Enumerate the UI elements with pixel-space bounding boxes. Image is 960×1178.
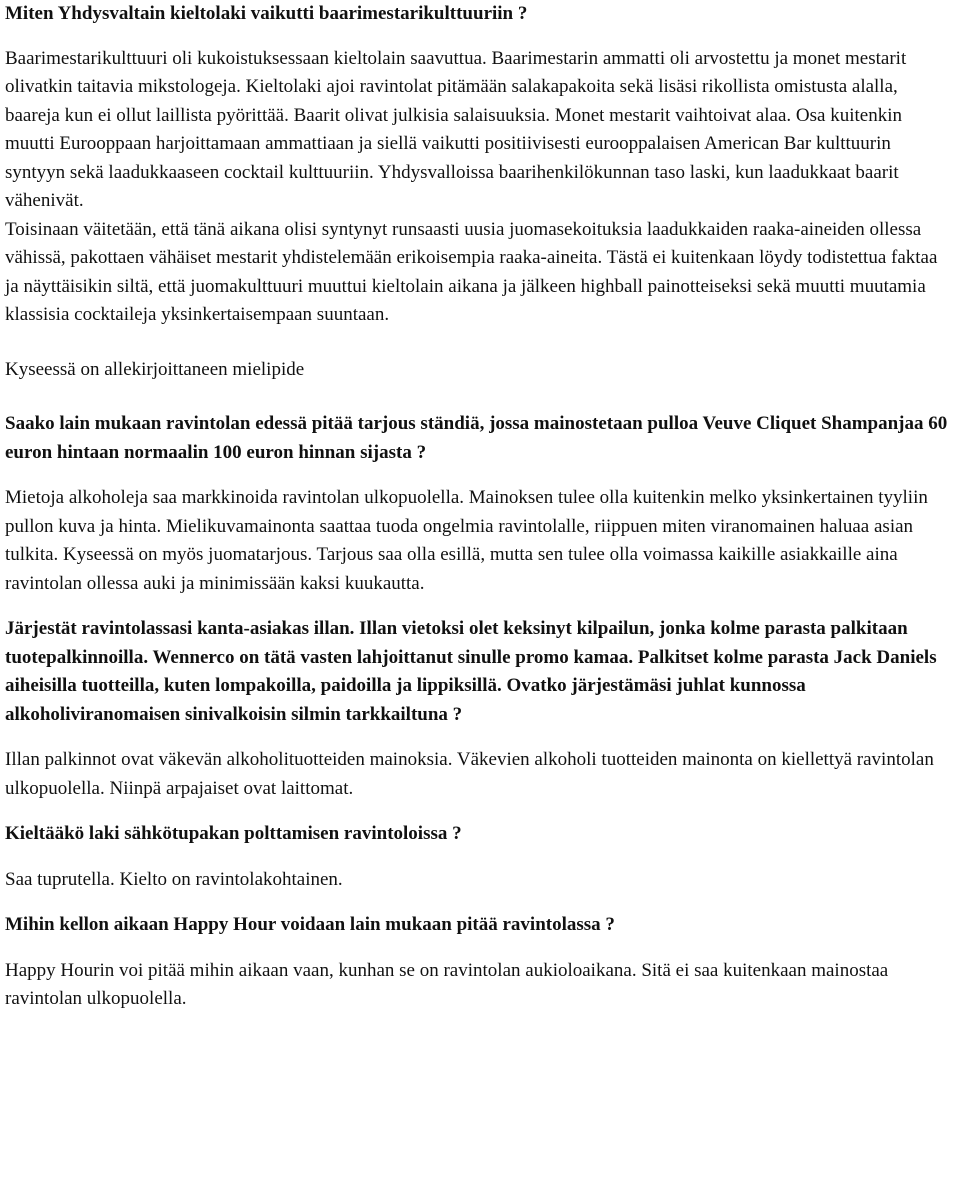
question-1: Saako lain mukaan ravintolan edessä pitää tarjous ständiä, jossa mainostetaan pulloa Veuve Cliquet Shampanjaa 60 euron hintaan normaalin 100 euron hinnan sijasta ? xyxy=(5,413,948,463)
question-4: Mihin kellon aikaan Happy Hour voidaan lain mukaan pitää ravintolassa ? xyxy=(5,914,615,935)
answer-2: Illan palkinnot ovat väkevän alkoholituotteiden mainoksia. Väkevien alkoholi tuotteiden mainonta on kiellettyä ravintolan ulkopuolella. Niinpä arpajaiset ovat laittomat. xyxy=(5,749,934,799)
opinion-note: Kyseessä on allekirjoittaneen mielipide xyxy=(5,358,305,380)
answer-1: Mietoja alkoholeja saa markkinoida ravintolan ulkopuolella. Mainoksen tulee olla kuitenkin melko yksinkertainen tyyliin pullon kuva ja hinta. Mielikuvamainonta saattaa tuoda ongelmia ravintolalle, riippuen miten viranomainen haluaa asian tulkita. Kyseessä on myös juomatarjous. Tarjous saa olla esillä, mutta sen tulee olla voimassa kaikille asiakkaille aina ravintolan ollessa auki ja minimissään kaksi kuukautta. xyxy=(5,487,928,594)
answer-4: Happy Hourin voi pitää mihin aikaan vaan, kunhan se on ravintolan aukioloaikana. Sitä ei saa kuitenkaan mainostaa ravintolan ulkopuolella. xyxy=(5,959,889,1009)
question-2: Järjestät ravintolassasi kanta-asiakas illan. Illan vietoksi olet keksinyt kilpailun, jonka kolme parasta palkitaan tuotepalkinnoilla. Wennerco on tätä vasten lahjoittanut sinulle promo kamaa. Palkitset kolme parasta Jack Daniels aiheisilla tuotteilla, kuten lompakoilla, paidoilla ja lippiksillä. Ovatko järjestämäsi juhlat kunnossa alkoholiviranomaisen sinivalkoisin silmin tarkkailtuna ? xyxy=(5,618,937,725)
document-title: Miten Yhdysvaltain kieltolaki vaikutti baarimestarikulttuuriin ? xyxy=(5,3,528,24)
intro-paragraph-1: Baarimestarikulttuuri oli kukoistuksessaan kieltolain saavuttua. Baarimestarin ammatti oli arvostettu ja monet mestarit olivatkin taitavia mikstologeja. Kieltolaki ajoi ravintolat pitämään salakapakoita sekä lisäsi rikollista omistusta alalla, baareja kun ei ollut laillista pyörittää. Baarit olivat julkisia salaisuuksia. Monet mestarit vaihtoivat alaa. Osa kuitenkin muutti Eurooppaan harjoittamaan ammattiaan ja siellä vaikutti positiivisesti eurooppalaisen American Bar kulttuurin syntyyn sekä laadukkaaseen cocktail kulttuuriin. Yhdysvalloissa baarihenkilökunnan taso laski, kun laadukkaat baarit vähenivät. xyxy=(5,47,907,211)
intro-paragraph-2: Toisinaan väitetään, että tänä aikana olisi syntynyt runsaasti uusia juomasekoituksia laadukkaiden raaka-aineiden ollessa vähissä, pakottaen vähäiset mestarit yhdistelemään erikoisempia raaka-aineita. Tästä ei kuitenkaan löydy todistettua faktaa ja näyttäisikin siltä, että juomakulttuuri muuttui kieltolain aikana ja jälkeen highball painotteiseksi sekä muutti muutamia klassisia cocktaileja yksinkertaisempaan suuntaan. xyxy=(5,218,938,325)
question-3: Kieltääkö laki sähkötupakan polttamisen ravintoloissa ? xyxy=(5,823,462,844)
answer-3: Saa tuprutella. Kielto on ravintolakohtainen. xyxy=(5,868,343,890)
